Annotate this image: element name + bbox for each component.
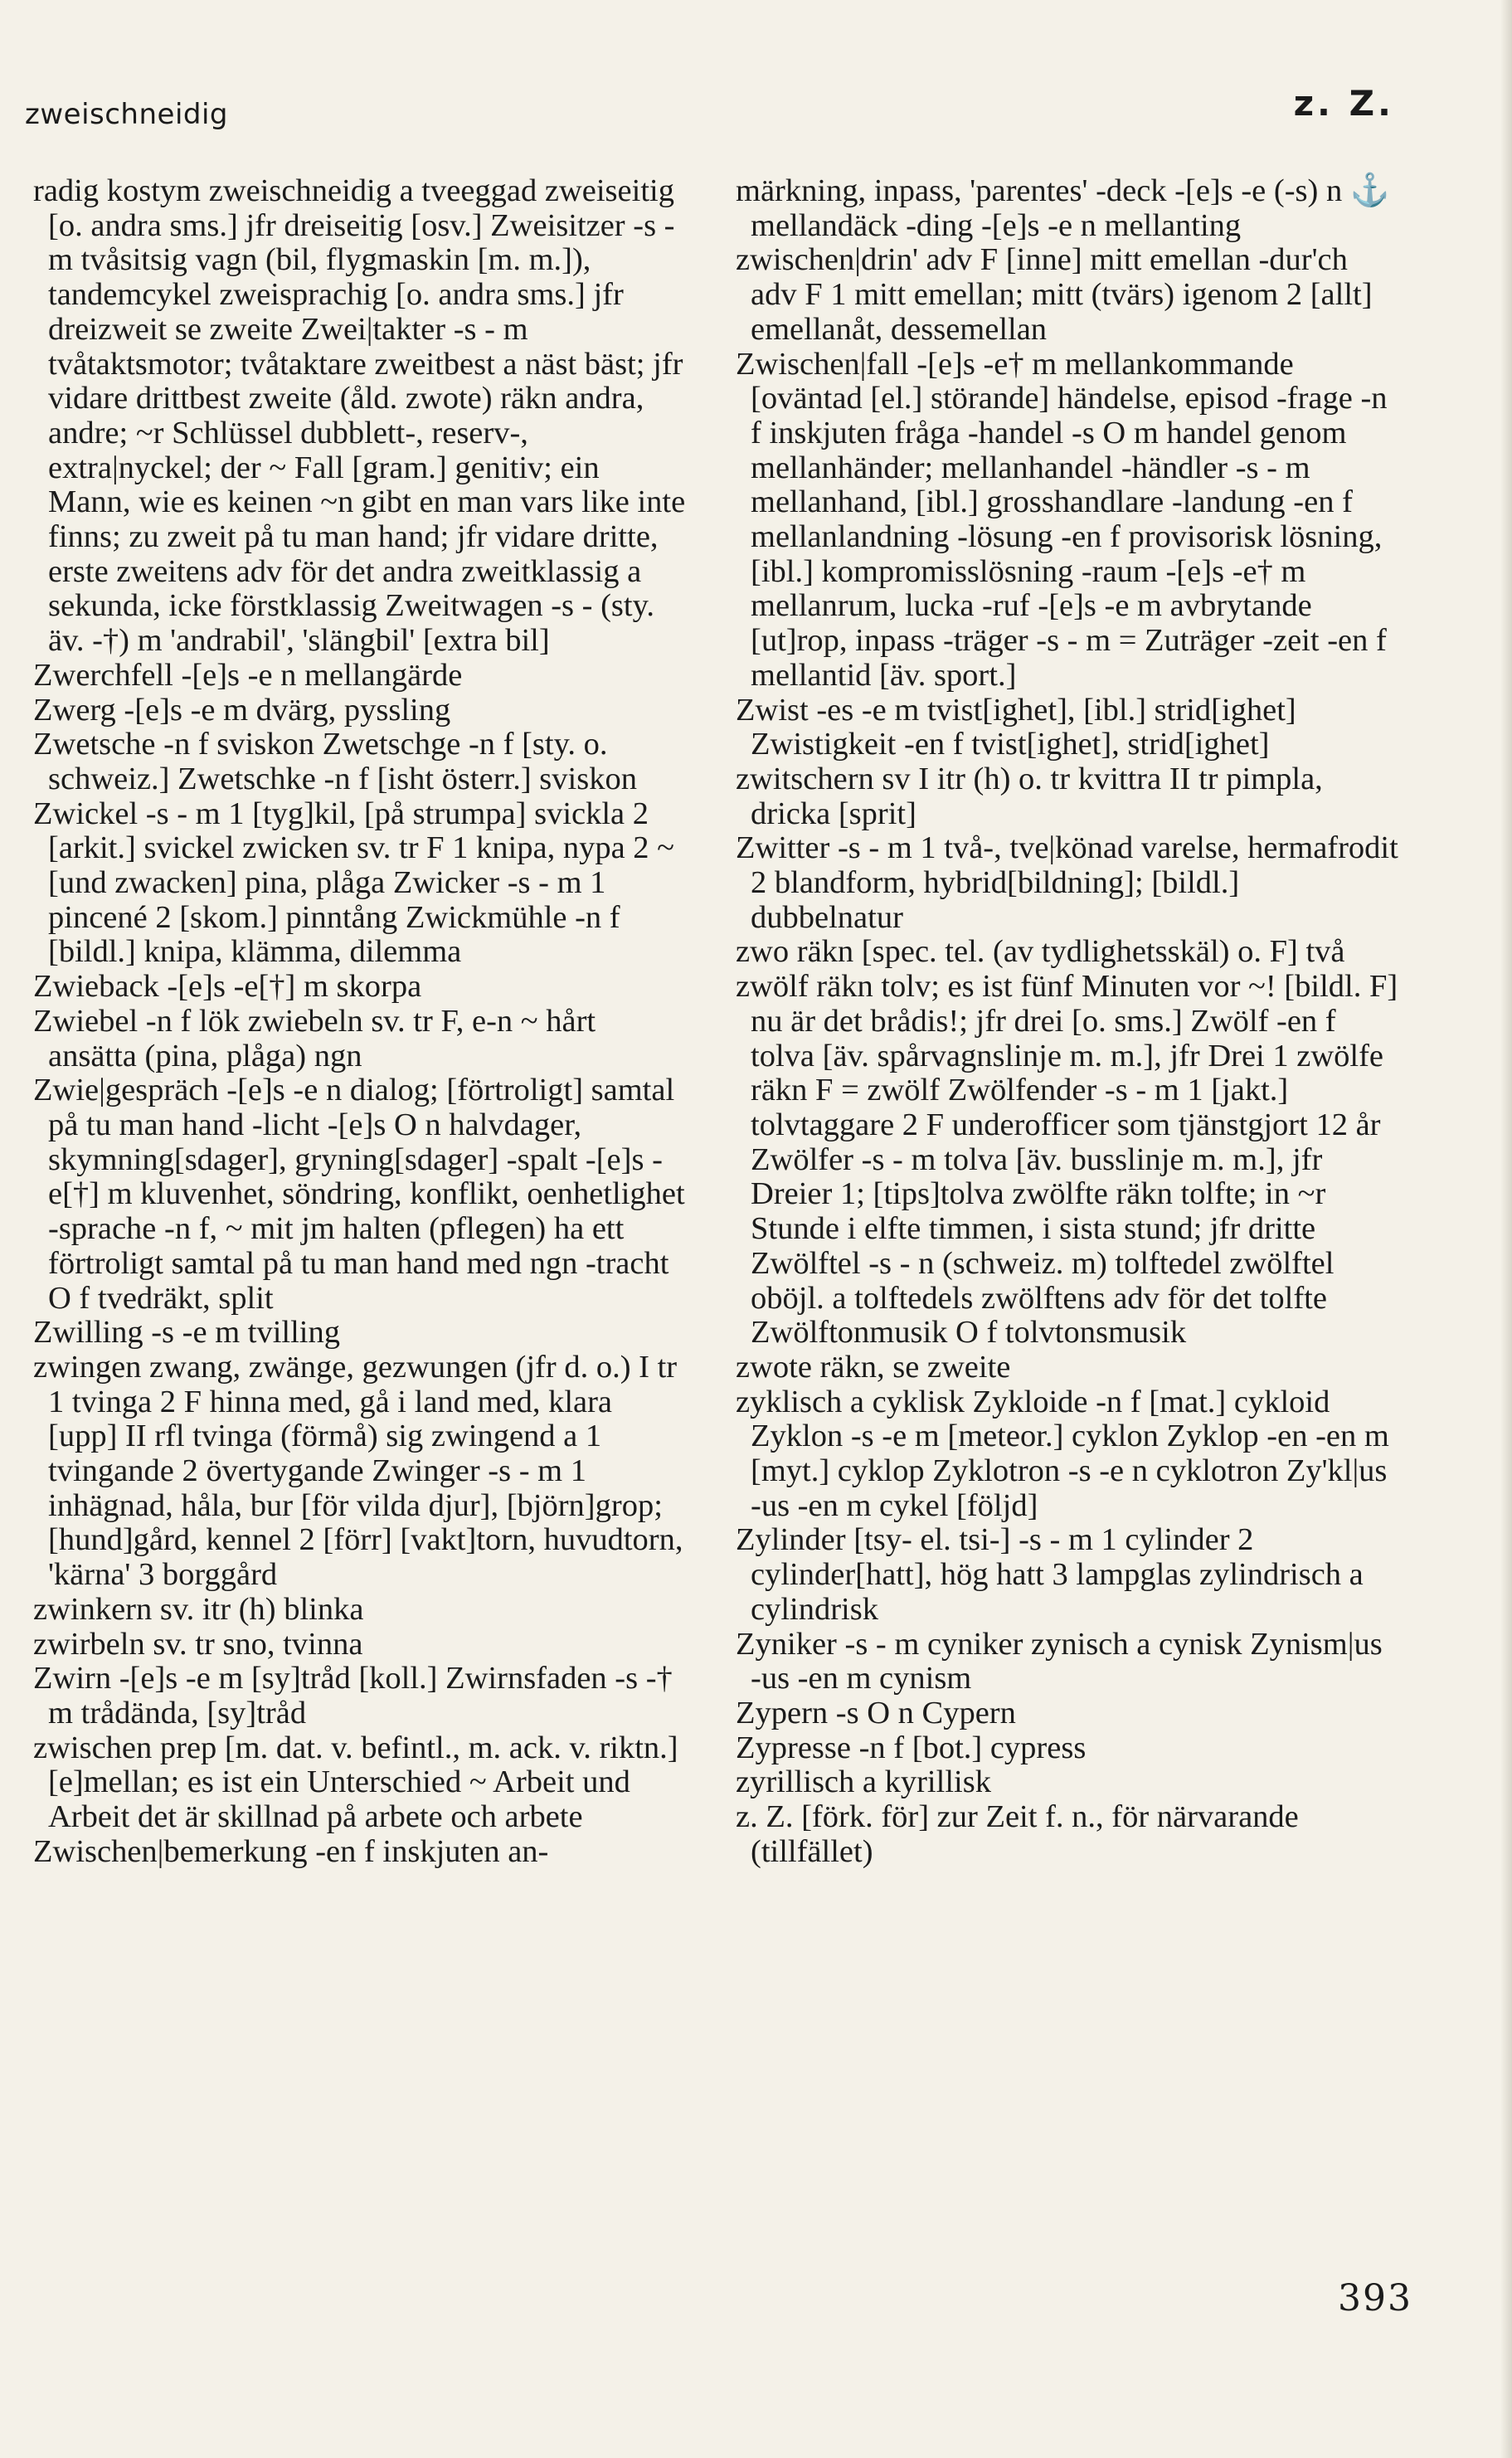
dictionary-entry: zwischen prep [m. dat. v. befintl., m. ack. v. riktn.] [e]mellan; es ist ein Unterschied ~ Arbeit und Arbeit det är skillnad på arbete och arbete [33, 1730, 678, 1835]
dictionary-entry: Zwetsche -n f sviskon Zwetschge -n f [sty. o. schweiz.] Zwetschke -n f [isht österr.] sviskon [33, 727, 637, 796]
dictionary-entry: Zwischen|fall -[e]s -e† m mellankommande [oväntad [el.] störande] händelse, episod -frage -n f inskjuten fråga -handel -s O m handel genom mellanhänder; mellanhandel -händler -s - m mellanhand, [ibl.] grosshandlare -landung -en f mellanlandning -lösung -en f provisorisk lösning, [ibl.] kompromisslösning -raum -[e]s -e† m mellanrum, lucka -ruf -[e]s -e m avbrytande [ut]rop, inpass -träger -s - m = Zuträger -zeit -en f mellantid [äv. sport.] [736, 346, 1388, 693]
dictionary-entry: zwingen zwang, zwänge, gezwungen (jfr d. o.) I tr 1 tvinga 2 F hinna med, gå i land med, klara [upp] II rfl tvinga (förmå) sig zwingend a 1 tvingande 2 övertygande Zwinger -s - m 1 inhägnad, håla, bur [för vilda djur], [björn]grop; [hund]gård, kennel 2 [förr] [vakt]torn, huvudtorn, 'kärna' 3 borggård [33, 1349, 683, 1593]
dictionary-entry: Zwerg -[e]s -e m dvärg, pyssling [33, 692, 451, 728]
dictionary-entry: Zylinder [tsy- el. tsi-] -s - m 1 cylinder 2 cylinder[hatt], hög hatt 3 lampglas zylindrisch a cylindrisk [736, 1522, 1364, 1627]
dictionary-entry: zyrillisch a kyrillisk [736, 1764, 991, 1800]
dictionary-entry: Zwilling -s -e m tvilling [33, 1315, 340, 1351]
dictionary-entry: Zypern -s O n Cypern [736, 1695, 1016, 1730]
dictionary-entry: Zwiebel -n f lök zwiebeln sv. tr F, e-n ~ hårt ansätta (pina, plåga) ngn [33, 1003, 596, 1073]
dictionary-entry: Zwieback -[e]s -e[†] m skorpa [33, 969, 422, 1005]
left-column [33, 174, 688, 1869]
dictionary-entry: Zwirn -[e]s -e m [sy]tråd [koll.] Zwirnsfaden -s -† m trådända, [sy]tråd [33, 1661, 673, 1730]
dictionary-entry: zwote räkn, se zweite [736, 1349, 1011, 1385]
dictionary-entry: Zwist -es -e m tvist[ighet], [ibl.] strid[ighet] Zwistigkeit -en f tvist[ighet], strid[ighet] [736, 692, 1296, 762]
dictionary-entry: zyklisch a cyklisk Zykloide -n f [mat.] cykloid Zyklon -s -e m [meteor.] cyklon Zyklop -en -en m [myt.] cyklop Zyklotron -s -e n cyklotron Zy'kl|us -us -en m cykel [följd] [736, 1384, 1389, 1523]
dictionary-entry: Zwickel -s - m 1 [tyg]kil, [på strumpa] svickla 2 [arkit.] svickel zwicken sv. tr F 1 knipa, nypa 2 ~ [und zwacken] pina, plåga Zwicker -s - m 1 pincené 2 [skom.] pinntång Zwickmühle -n f [bildl.] knipa, klämma, dilemma [33, 796, 674, 970]
page-edge [1500, 0, 1512, 2458]
right-column [736, 174, 1399, 1869]
dictionary-entry: zwo räkn [spec. tel. (av tydlighetsskäl) o. F] två [736, 934, 1345, 970]
dictionary-entry: Zwerchfell -[e]s -e n mellangärde [33, 657, 463, 693]
dictionary-entry: zwitschern sv I itr (h) o. tr kvittra II tr pimpla, dricka [sprit] [736, 761, 1323, 831]
dictionary-entry: zwölf räkn tolv; es ist fünf Minuten vor ~! [bildl. F] nu är det brådis!; jfr drei [o. sms.] Zwölf -en f tolva [äv. spårvagnslinje m. m.], jfr Drei 1 zwölfe räkn F = zwölf Zwölfender -s - m 1 [jakt.] tolvtaggare 2 F underofficer som tjänstgjort 12 år Zwölfer -s - m tolva [äv. busslinje m. m.], jfr Dreier 1; [tips]tolva zwölfte räkn tolfte; in ~r Stunde i elfte timmen, i sista stund; jfr dritte Zwölftel -s - n (schweiz. m) tolftedel zwölftel oböjl. a tolftedels zwölftens adv för det tolfte Zwölftonmusik O f tolvtonsmusik [736, 969, 1398, 1351]
dictionary-entry: Zyniker -s - m cyniker zynisch a cynisk Zynism|us -us -en m cynism [736, 1626, 1383, 1696]
dictionary-entry: zwinkern sv. itr (h) blinka [33, 1591, 364, 1627]
dictionary-entry: z. Z. [förk. för] zur Zeit f. n., för närvarande (tillfället) [736, 1799, 1299, 1869]
running-head-left: zweischneidig [25, 98, 228, 131]
dictionary-entry: Zwischen|bemerkung -en f inskjuten an- [33, 1833, 549, 1869]
dictionary-entry: Zwie|gespräch -[e]s -e n dialog; [förtroligt] samtal på tu man hand -licht -[e]s O n halvdager, skymning[sdager], gryning[sdager] -spalt -[e]s -e[†] m kluvenhet, söndring, konflikt, oenhetlighet -sprache -n f, ~ mit jm halten (pflegen) ha ett förtroligt samtal på tu man hand med ngn -tracht O f tvedräkt, split [33, 1073, 685, 1316]
page-number: 393 [1338, 2277, 1412, 2319]
dictionary-entry: Zypresse -n f [bot.] cypress [736, 1730, 1087, 1765]
dictionary-entry: märkning, inpass, 'parentes' -deck -[e]s -e (-s) n ⚓ mellandäck -ding -[e]s -e n mellanting [736, 173, 1390, 243]
dictionary-entry: radig kostym zweischneidig a tveeggad zweiseitig [o. andra sms.] jfr dreiseitig [osv.] Zweisitzer -s - m tvåsitsig vagn (bil, flygmaskin [m. m.]), tandemcykel zweisprachig [o. andra sms.] jfr dreizweit se zweite Zwei|takter -s - m tvåtaktsmotor; tvåtaktare zweitbest a näst bäst; jfr vidare drittbest zweite (åld. zwote) räkn andra, andre; ~r Schlüssel dubblett-, reserv-, extra|nyckel; der ~ Fall [gram.] genitiv; ein Mann, wie es keinen ~n gibt en man vars like inte finns; zu zweit på tu man hand; jfr vidare dritte, erste zweitens adv för det andra zweitklassig a sekunda, icke förstklassig Zweitwagen -s - (sty. äv. -†) m 'andrabil', 'slängbil' [extra bil] [33, 173, 686, 659]
dictionary-entry: zwirbeln sv. tr sno, tvinna [33, 1626, 363, 1662]
dictionary-entry: Zwitter -s - m 1 två-, tve|könad varelse, hermafrodit 2 blandform, hybrid[bildning]; [bildl.] dubbelnatur [736, 830, 1398, 935]
dictionary-entry: zwischen|drin' adv F [inne] mitt emellan -dur'ch adv F 1 mitt emellan; mitt (tvärs) igenom 2 [allt] emellanåt, dessemellan [736, 242, 1373, 347]
running-head-right: z. Z. [1293, 83, 1394, 124]
